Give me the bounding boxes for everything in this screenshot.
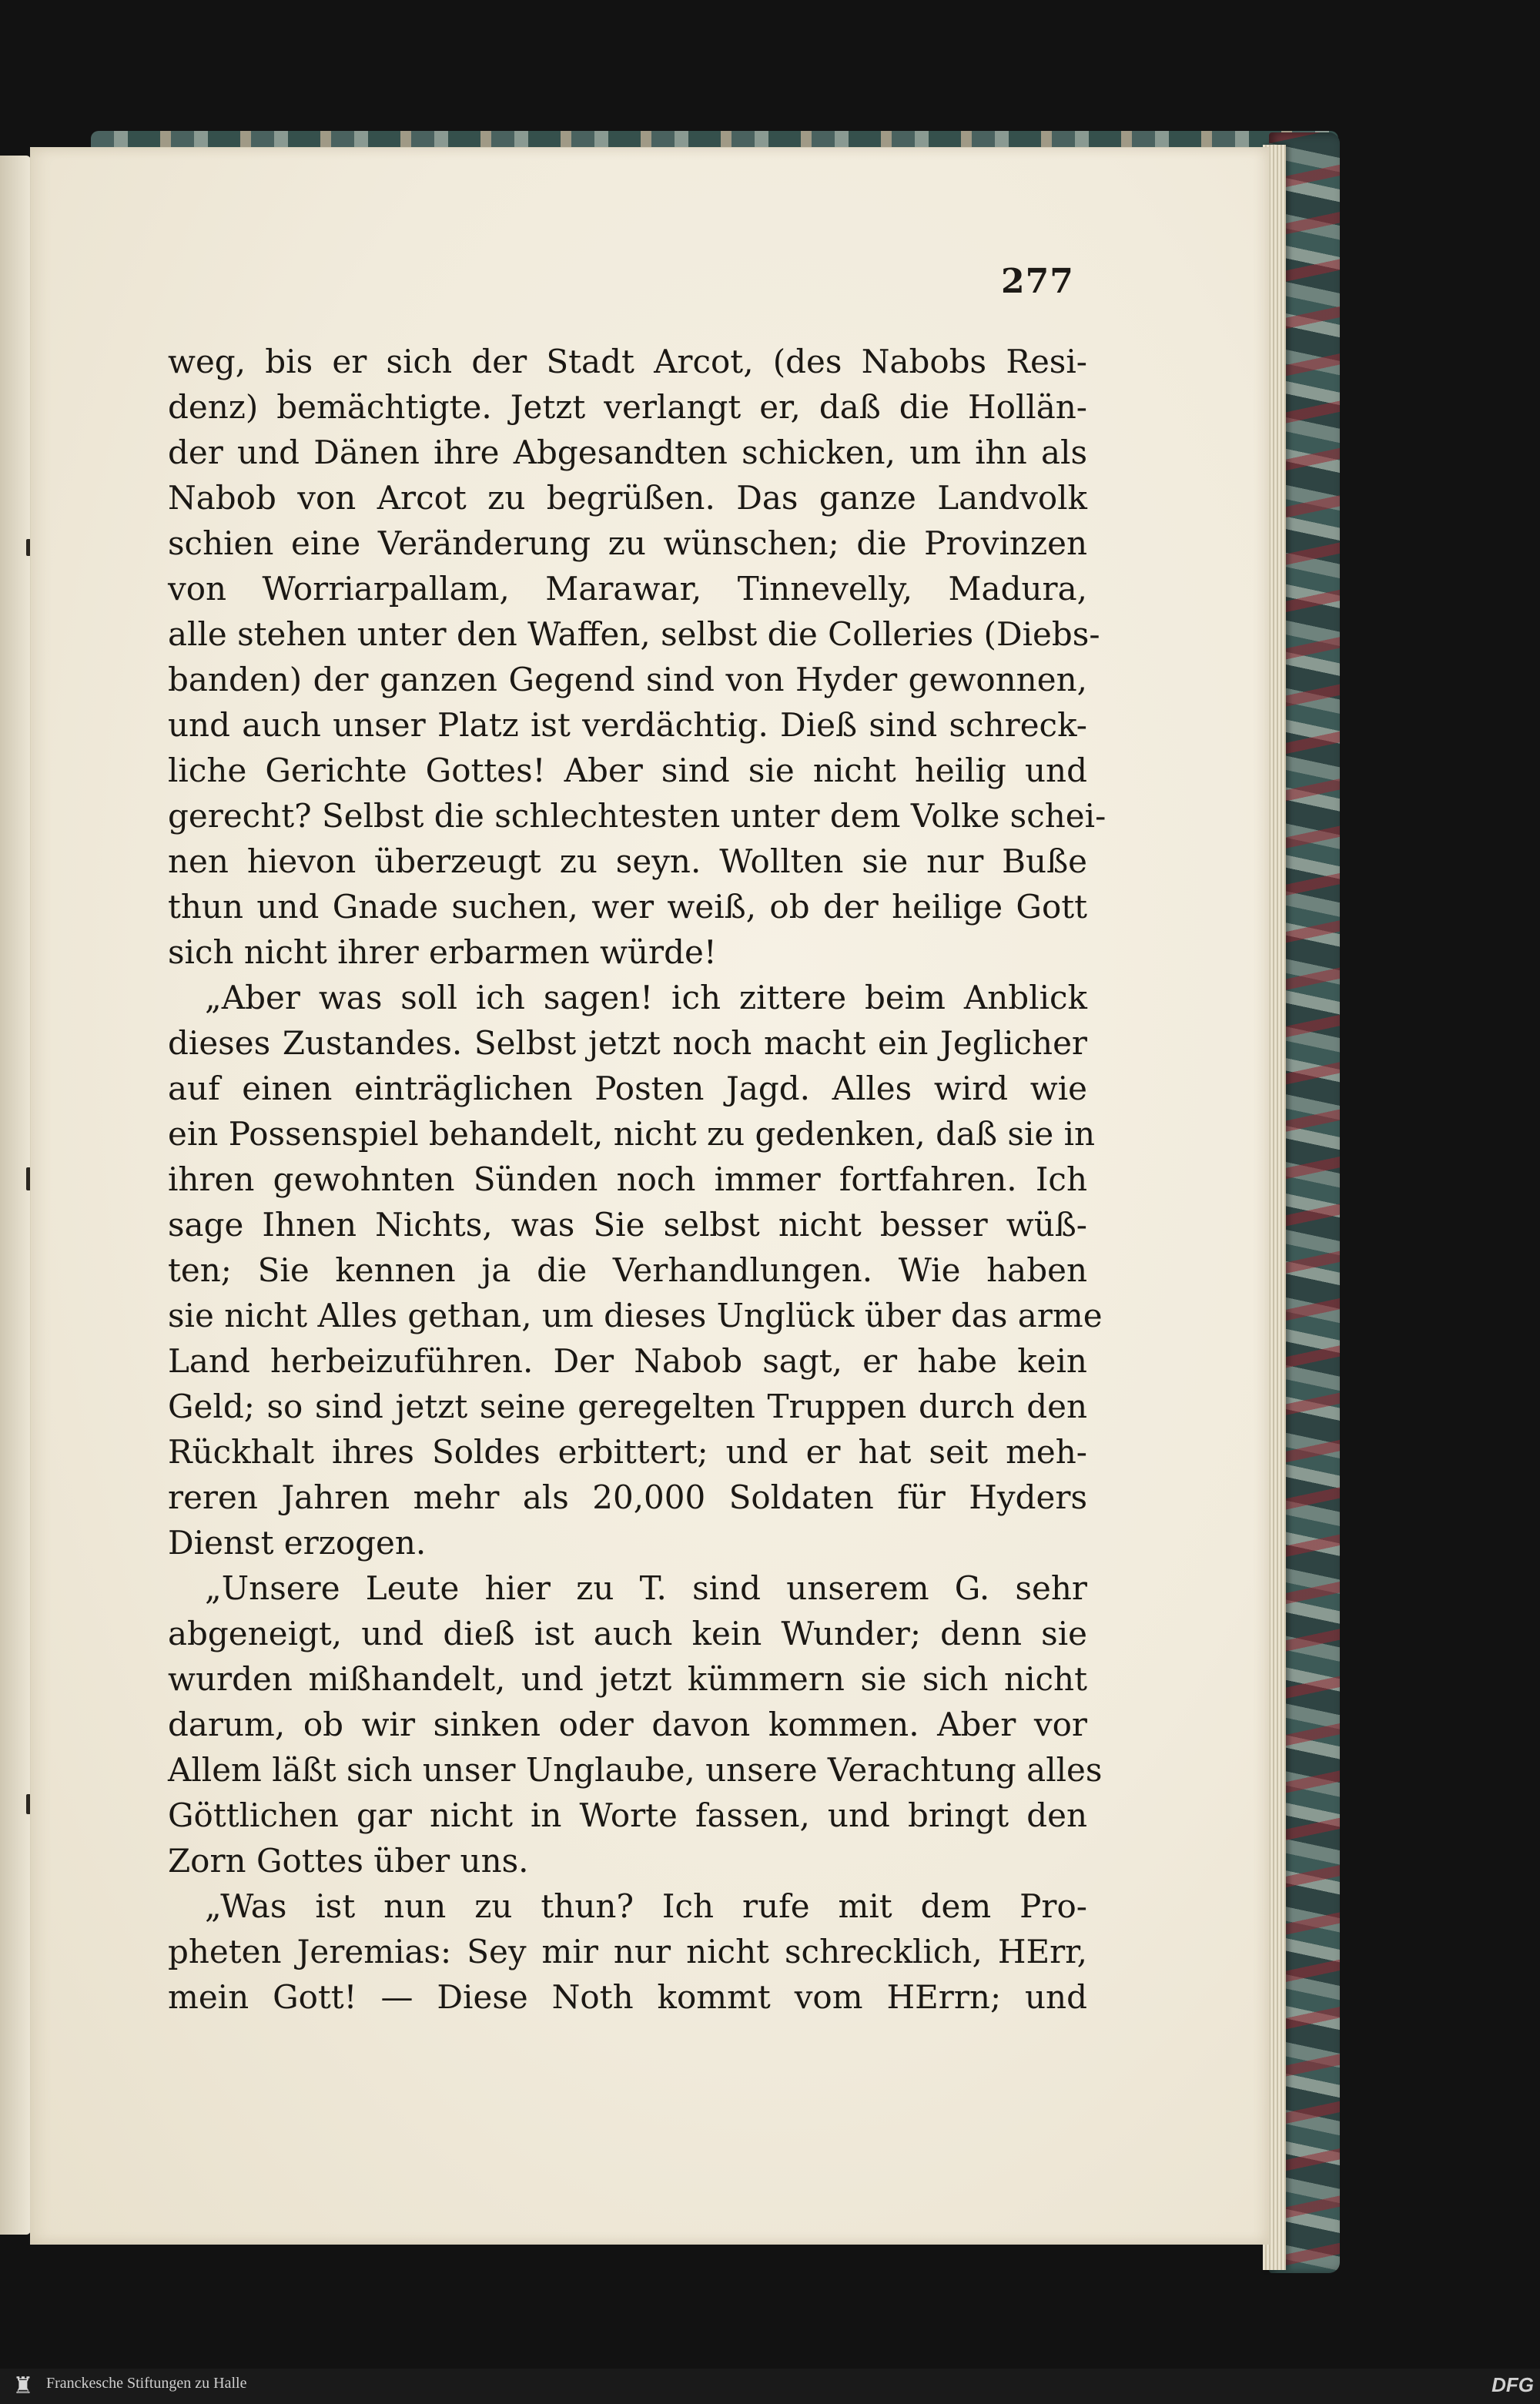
text-line: und auch unser Platz ist verdächtig. Dieß sind schreck-	[168, 706, 1087, 744]
text-line: Zorn Gottes über uns.	[168, 1842, 529, 1880]
text-line: sich nicht ihrer erbarmen würde!	[168, 933, 717, 971]
text-line: „Was ist nun zu thun? Ich rufe mit dem Pro-	[205, 1887, 1087, 1925]
text-line: Nabob von Arcot zu begrüßen. Das ganze Landvolk	[168, 479, 1087, 517]
text-line: Göttlichen gar nicht in Worte fassen, und bringt den	[168, 1796, 1087, 1834]
previous-page-edge	[0, 156, 31, 2235]
text-line: Land herbeizuführen. Der Nabob sagt, er habe kein	[168, 1342, 1087, 1380]
text-line: ein Possenspiel behandelt, nicht zu gedenken, daß sie in	[168, 1115, 1096, 1153]
text-line: darum, ob wir sinken oder davon kommen. Aber vor	[168, 1706, 1087, 1743]
text-line: sage Ihnen Nichts, was Sie selbst nicht besser wüß-	[168, 1206, 1087, 1244]
text-line: denz) bemächtigte. Jetzt verlangt er, daß die Hollän-	[168, 388, 1087, 426]
text-line: thun und Gnade suchen, wer weiß, ob der heilige Gott	[168, 888, 1087, 926]
text-line: von Worriarpallam, Marawar, Tinnevelly, Madura,	[168, 570, 1087, 608]
text-line: ten; Sie kennen ja die Verhandlungen. Wie haben	[168, 1251, 1087, 1289]
text-line: nen hievon überzeugt zu seyn. Wollten sie nur Buße	[168, 842, 1087, 880]
text-line: auf einen einträglichen Posten Jagd. Alles wird wie	[168, 1070, 1087, 1107]
text-line: der und Dänen ihre Abgesandten schicken, um ihn als	[168, 434, 1087, 471]
text-line: abgeneigt, und dieß ist auch kein Wunder; denn sie	[168, 1615, 1087, 1652]
institution-label: Franckesche Stiftungen zu Halle	[46, 2375, 247, 2392]
text-line: schien eine Veränderung zu wünschen; die Provinzen	[168, 524, 1087, 562]
text-line: „Unsere Leute hier zu T. sind unserem G. sehr	[205, 1569, 1087, 1607]
text-line: liche Gerichte Gottes! Aber sind sie nicht heilig und	[168, 752, 1087, 789]
text-line: Allem läßt sich unser Unglaube, unsere Verachtung alles	[168, 1751, 1103, 1789]
text-line: dieses Zustandes. Selbst jetzt noch macht ein Jeglicher	[168, 1024, 1087, 1062]
text-line: banden) der ganzen Gegend sind von Hyder gewonnen,	[168, 661, 1087, 698]
text-line: alle stehen unter den Waffen, selbst die Colleries (Diebs-	[168, 615, 1100, 653]
foundation-logo-icon: ♜	[12, 2372, 34, 2399]
text-line: pheten Jeremias: Sey mir nur nicht schrecklich, HErr,	[168, 1933, 1087, 1970]
text-line: ihren gewohnten Sünden noch immer fortfahren. Ich	[168, 1160, 1087, 1198]
text-line: Dienst erzogen.	[168, 1524, 427, 1562]
dfg-logo: DFG	[1491, 2373, 1534, 2396]
text-line: mein Gott! — Diese Noth kommt vom HErrn; und	[168, 1978, 1087, 2016]
page-text	[168, 339, 1106, 2020]
text-line: Rückhalt ihres Soldes erbittert; und er hat seit meh-	[168, 1433, 1087, 1471]
text-line: gerecht? Selbst die schlechtesten unter dem Volke schei-	[168, 797, 1106, 835]
text-line: wurden mißhandelt, und jetzt kümmern sie sich nicht	[168, 1660, 1087, 1698]
text-line: weg, bis er sich der Stadt Arcot, (des Nabobs Resi-	[168, 343, 1087, 380]
text-line: Geld; so sind jetzt seine geregelten Truppen durch den	[168, 1388, 1087, 1425]
page-number: 277	[1001, 262, 1074, 301]
text-line: „Aber was soll ich sagen! ich zittere beim Anblick	[205, 979, 1087, 1016]
text-line: reren Jahren mehr als 20,000 Soldaten für Hyders	[168, 1478, 1087, 1516]
text-line: sie nicht Alles gethan, um dieses Unglück über das arme	[168, 1297, 1103, 1334]
